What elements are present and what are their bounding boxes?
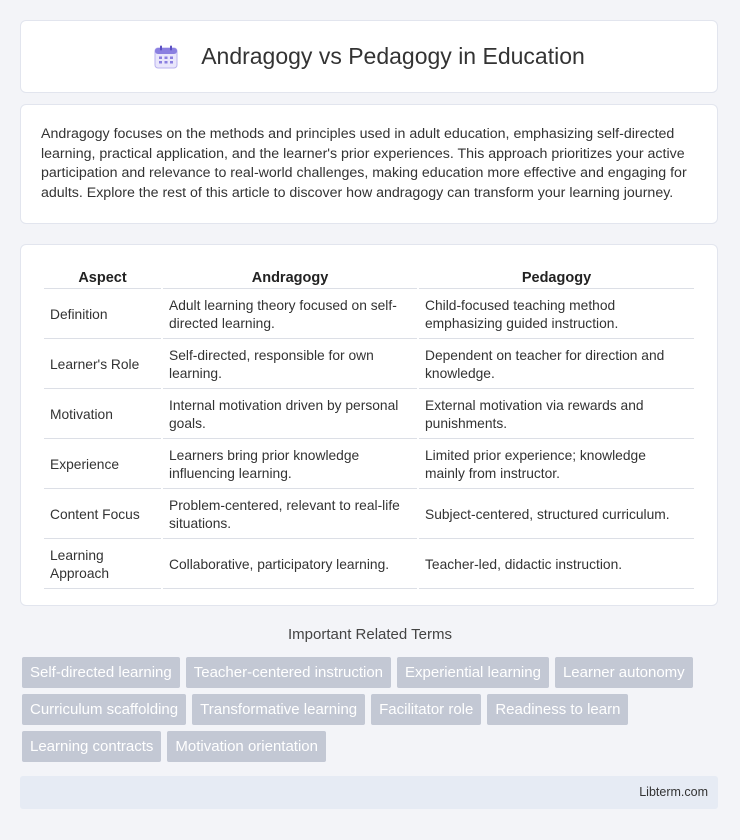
header-pedagogy: Pedagogy — [419, 267, 694, 289]
table-header-row — [44, 267, 694, 289]
related-term-tag[interactable]: Motivation orientation — [167, 731, 326, 762]
table-row — [44, 391, 694, 439]
footer — [20, 776, 718, 809]
cell-pedagogy: Dependent on teacher for direction and knowledge. — [419, 341, 694, 389]
related-term-tag[interactable]: Experiential learning — [397, 657, 549, 688]
page-title: Andragogy vs Pedagogy in Education — [201, 43, 585, 69]
table-row — [44, 491, 694, 539]
header-andragogy: Andragogy — [163, 267, 417, 289]
cell-aspect: Content Focus — [44, 491, 161, 539]
related-terms-list — [22, 657, 722, 762]
footer-site-link[interactable]: Libterm.com — [639, 785, 708, 799]
cell-pedagogy: External motivation via rewards and punishments. — [419, 391, 694, 439]
header-aspect: Aspect — [44, 267, 161, 289]
related-term-tag[interactable]: Learner autonomy — [555, 657, 693, 688]
cell-pedagogy: Limited prior experience; knowledge mainly from instructor. — [419, 441, 694, 489]
related-term-tag[interactable]: Self-directed learning — [22, 657, 180, 688]
comparison-table — [42, 265, 696, 591]
related-terms-title: Important Related Terms — [288, 626, 452, 643]
cell-aspect: Learner's Role — [44, 341, 161, 389]
related-term-tag[interactable]: Curriculum scaffolding — [22, 694, 186, 725]
cell-aspect: Learning Approach — [44, 541, 161, 589]
table-row — [44, 441, 694, 489]
cell-andragogy: Self-directed, responsible for own learning. — [163, 341, 417, 389]
cell-andragogy: Collaborative, participatory learning. — [163, 541, 417, 589]
cell-aspect: Definition — [44, 291, 161, 339]
cell-andragogy: Adult learning theory focused on self-directed learning. — [163, 291, 417, 339]
table-row — [44, 341, 694, 389]
cell-aspect: Motivation — [44, 391, 161, 439]
cell-andragogy: Internal motivation driven by personal goals. — [163, 391, 417, 439]
related-term-tag[interactable]: Readiness to learn — [487, 694, 628, 725]
cell-pedagogy: Child-focused teaching method emphasizing guided instruction. — [419, 291, 694, 339]
related-term-tag[interactable]: Teacher-centered instruction — [186, 657, 391, 688]
related-term-tag[interactable]: Learning contracts — [22, 731, 161, 762]
cell-aspect: Experience — [44, 441, 161, 489]
cell-pedagogy: Subject-centered, structured curriculum. — [419, 491, 694, 539]
cell-andragogy: Problem-centered, relevant to real-life situations. — [163, 491, 417, 539]
cell-pedagogy: Teacher-led, didactic instruction. — [419, 541, 694, 589]
intro-card — [20, 104, 718, 224]
cell-andragogy: Learners bring prior knowledge influencing learning. — [163, 441, 417, 489]
comparison-table-card — [20, 244, 718, 606]
intro-paragraph: Andragogy focuses on the methods and principles used in adult education, emphasizing self-directed learning, practical application, and the learner's prior experiences. This approach prioritizes your active participation and relevance to real-world challenges, making education more effective and engaging for adults. Explore the rest of this article to discover how andragogy can transform your learning journey. — [41, 126, 687, 201]
related-term-tag[interactable]: Transformative learning — [192, 694, 365, 725]
calendar-icon — [153, 44, 179, 70]
title-card — [20, 20, 718, 93]
related-term-tag[interactable]: Facilitator role — [371, 694, 481, 725]
table-row — [44, 291, 694, 339]
table-row — [44, 541, 694, 589]
